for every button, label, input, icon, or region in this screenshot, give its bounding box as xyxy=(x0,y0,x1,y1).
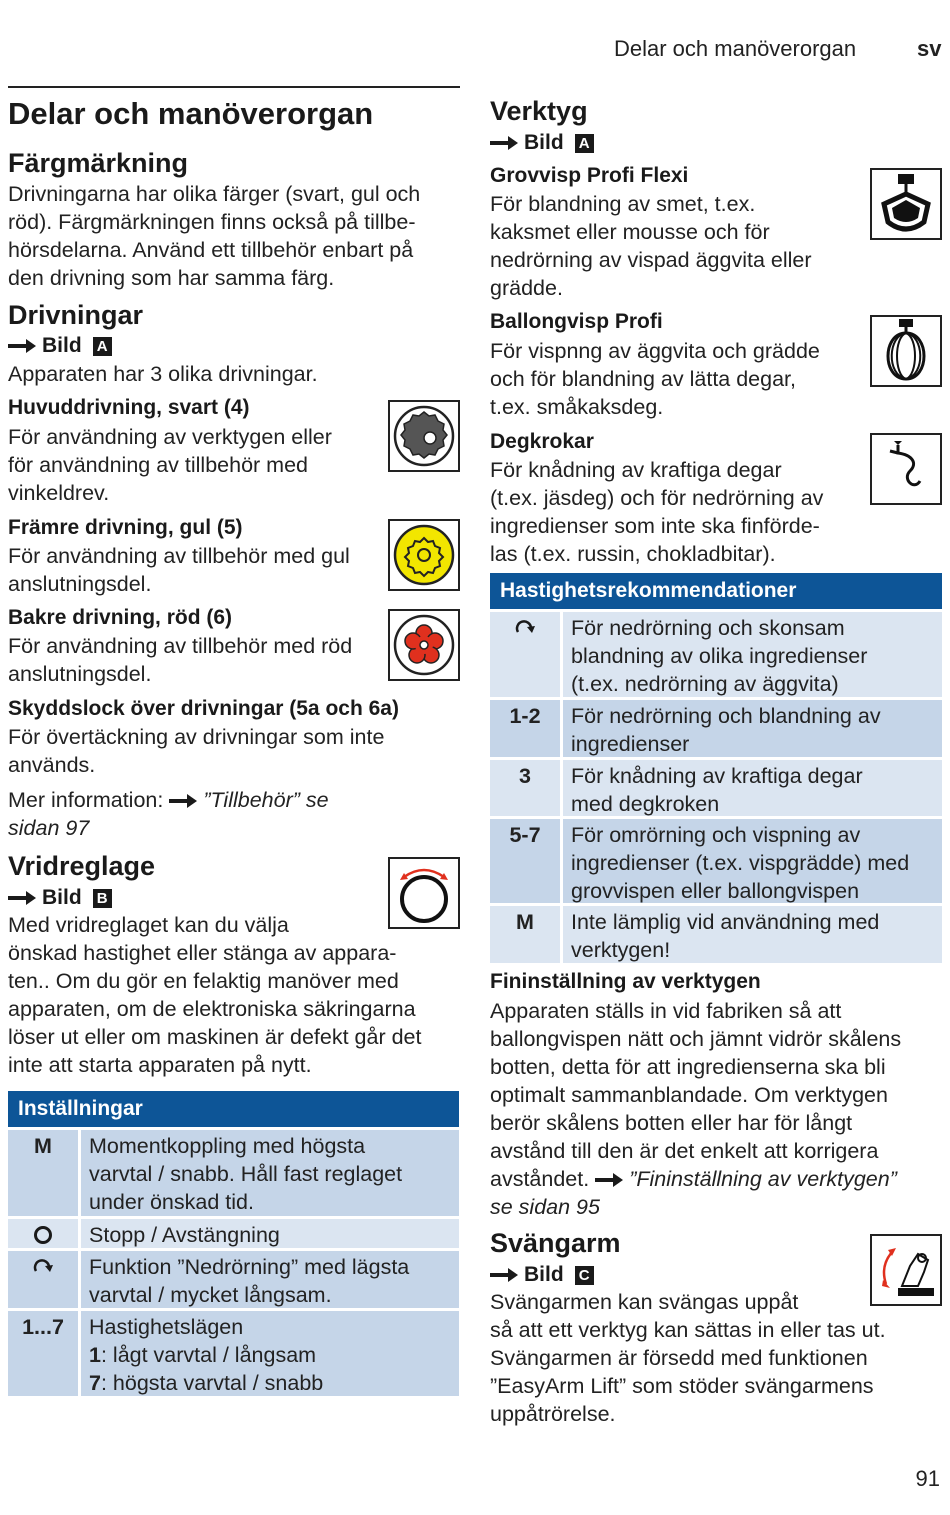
dough-hook-icon xyxy=(870,433,942,505)
arrow-right-icon xyxy=(490,1267,518,1283)
tools-heading: Verktyg xyxy=(490,96,588,126)
hook-title: Degkrokar xyxy=(490,430,594,453)
accessories-link[interactable]: ”Tillbehör” se xyxy=(203,788,329,812)
balloon-text: För vispnng av äggvita och grädde och för blandning av lätta degar, t.ex. småkaksdeg. xyxy=(490,339,820,419)
main-drive-text: För användning av verktygen eller för användning av tillbehör med vinkeldrev. xyxy=(8,425,332,505)
arrow-right-icon xyxy=(169,793,197,809)
drives-intro: Apparaten har 3 olika drivningar. xyxy=(8,362,318,386)
color-heading: Färgmärkning xyxy=(8,148,189,178)
arrow-right-icon xyxy=(8,338,36,354)
page-number: 91 xyxy=(915,1466,940,1491)
speed-table-header: Hastighetsrekommendationer xyxy=(490,573,942,609)
arrow-right-icon xyxy=(490,135,518,151)
balloon-title: Ballongvisp Profi xyxy=(490,310,663,333)
black-drive-icon xyxy=(388,400,460,472)
tools-figure-ref: Bild A xyxy=(490,131,594,155)
balloon-whisk-icon xyxy=(870,315,942,387)
stop-circle-icon xyxy=(33,1225,53,1245)
knob-figure-ref: Bild B xyxy=(8,886,112,910)
table-row: För nedrörning och skonsam blandning av olika ingredienser (t.ex. nedrörning av äggvita) xyxy=(490,609,942,697)
settings-table-header: Inställningar xyxy=(8,1091,459,1127)
red-drive-icon xyxy=(388,609,460,681)
table-row: 3 För knådning av kraftiga degar med degkroken xyxy=(490,757,942,816)
rear-drive-text: För användning av tillbehör med röd anslutningsdel. xyxy=(8,634,353,686)
knob-heading: Vridreglage xyxy=(8,851,156,881)
arm-text: Svängarmen kan svängas uppåt så att ett verktyg kan sättas in eller tas ut. Svängarmen är försedd med funktionen ”EasyArm Lift” som stöder svängarmens uppåtrörelse. xyxy=(490,1290,886,1426)
drives-figure-ref: Bild A xyxy=(8,334,112,358)
table-row: Funktion ”Nedrörning” med lägsta varvtal / mycket långsam. xyxy=(8,1248,459,1308)
running-header-title: Delar och manöverorgan xyxy=(614,36,857,61)
table-row: 1-2 För nedrörning och blandning av ingredienser xyxy=(490,697,942,757)
arrow-right-icon xyxy=(595,1172,623,1188)
speed-table xyxy=(490,573,942,963)
header-rule xyxy=(8,86,460,88)
cover-title: Skyddslock över drivningar (5a och 6a) xyxy=(8,697,399,720)
fine-adjust-text: Apparaten ställs in vid fabriken så att ballongvispen nätt och jämnt vidrör skålens botten, detta för att ingredienserna ska bli optimalt sammanblandade. Om verktygen berör skålens botten eller har för långt avstånd till den är det enkelt att korrigera avståndet. ”Fininställning av verktygen” se sidan 95 xyxy=(490,999,902,1219)
drives-heading: Drivningar xyxy=(8,300,144,330)
main-drive-title: Huvuddrivning, svart (4) xyxy=(8,396,250,419)
color-text: Drivningarna har olika färger (svart, gul och röd). Färgmärkningen finns också på tillbe- hörsdelarna. Använd ett tillbehör enbart på den drivning som har samma färg. xyxy=(8,182,421,290)
fine-adjust-title: Fininställning av verktygen xyxy=(490,970,761,993)
arrow-right-icon xyxy=(8,890,36,906)
table-row: 1...7 Hastighetslägen 1: lågt varvtal / långsam 7: högsta varvtal / snabb xyxy=(8,1308,459,1396)
page-title: Delar och manöverorgan xyxy=(8,96,374,131)
settings-table xyxy=(8,1091,459,1396)
arm-heading: Svängarm xyxy=(490,1228,621,1258)
rear-drive-title: Bakre drivning, röd (6) xyxy=(8,606,233,629)
whisk-title: Grovvisp Profi Flexi xyxy=(490,164,689,187)
table-row: M Momentkoppling med högsta varvtal / snabb. Håll fast reglaget under önskad tid. xyxy=(8,1127,459,1216)
more-info: Mer information: ”Tillbehör” se sidan 97 xyxy=(8,788,329,840)
knob-text: Med vridreglaget kan du välja önskad hastighet eller stänga av appara- ten.. Om du gör en felaktig manöver med apparaten, om de elektroniska säkringarna löser ut eller om maskinen är defekt går det inte att starta apparaten på nytt. xyxy=(8,913,422,1077)
flexi-whisk-icon xyxy=(870,168,942,240)
language-code: sv xyxy=(917,36,942,61)
hook-text: För knådning av kraftiga degar (t.ex. jäsdeg) och för nedrörning av ingredienser som inte ska finförde- las (t.ex. russin, chokladbitar). xyxy=(490,458,824,566)
front-drive-text: För användning av tillbehör med gul anslutningsdel. xyxy=(8,544,350,596)
front-drive-title: Främre drivning, gul (5) xyxy=(8,516,243,539)
table-row: M Inte lämplig vid användning med verktygen! xyxy=(490,903,942,963)
cover-text: För övertäckning av drivningar som inte används. xyxy=(8,725,385,777)
yellow-drive-icon xyxy=(388,519,460,591)
stir-arrow-icon xyxy=(514,618,536,638)
table-row: 5-7 För omrörning och vispning av ingredienser (t.ex. vispgrädde) med grovvispen eller ballongvispen xyxy=(490,816,942,903)
table-row: Stopp / Avstängning xyxy=(8,1216,459,1248)
arm-figure-ref: Bild C xyxy=(490,1263,594,1287)
whisk-text: För blandning av smet, t.ex. kaksmet eller mousse och för nedrörning av vispad äggvita eller grädde. xyxy=(490,192,812,300)
stir-arrow-icon xyxy=(32,1257,54,1277)
fine-adjust-link[interactable]: ”Fininställning av verktygen” xyxy=(629,1167,897,1191)
